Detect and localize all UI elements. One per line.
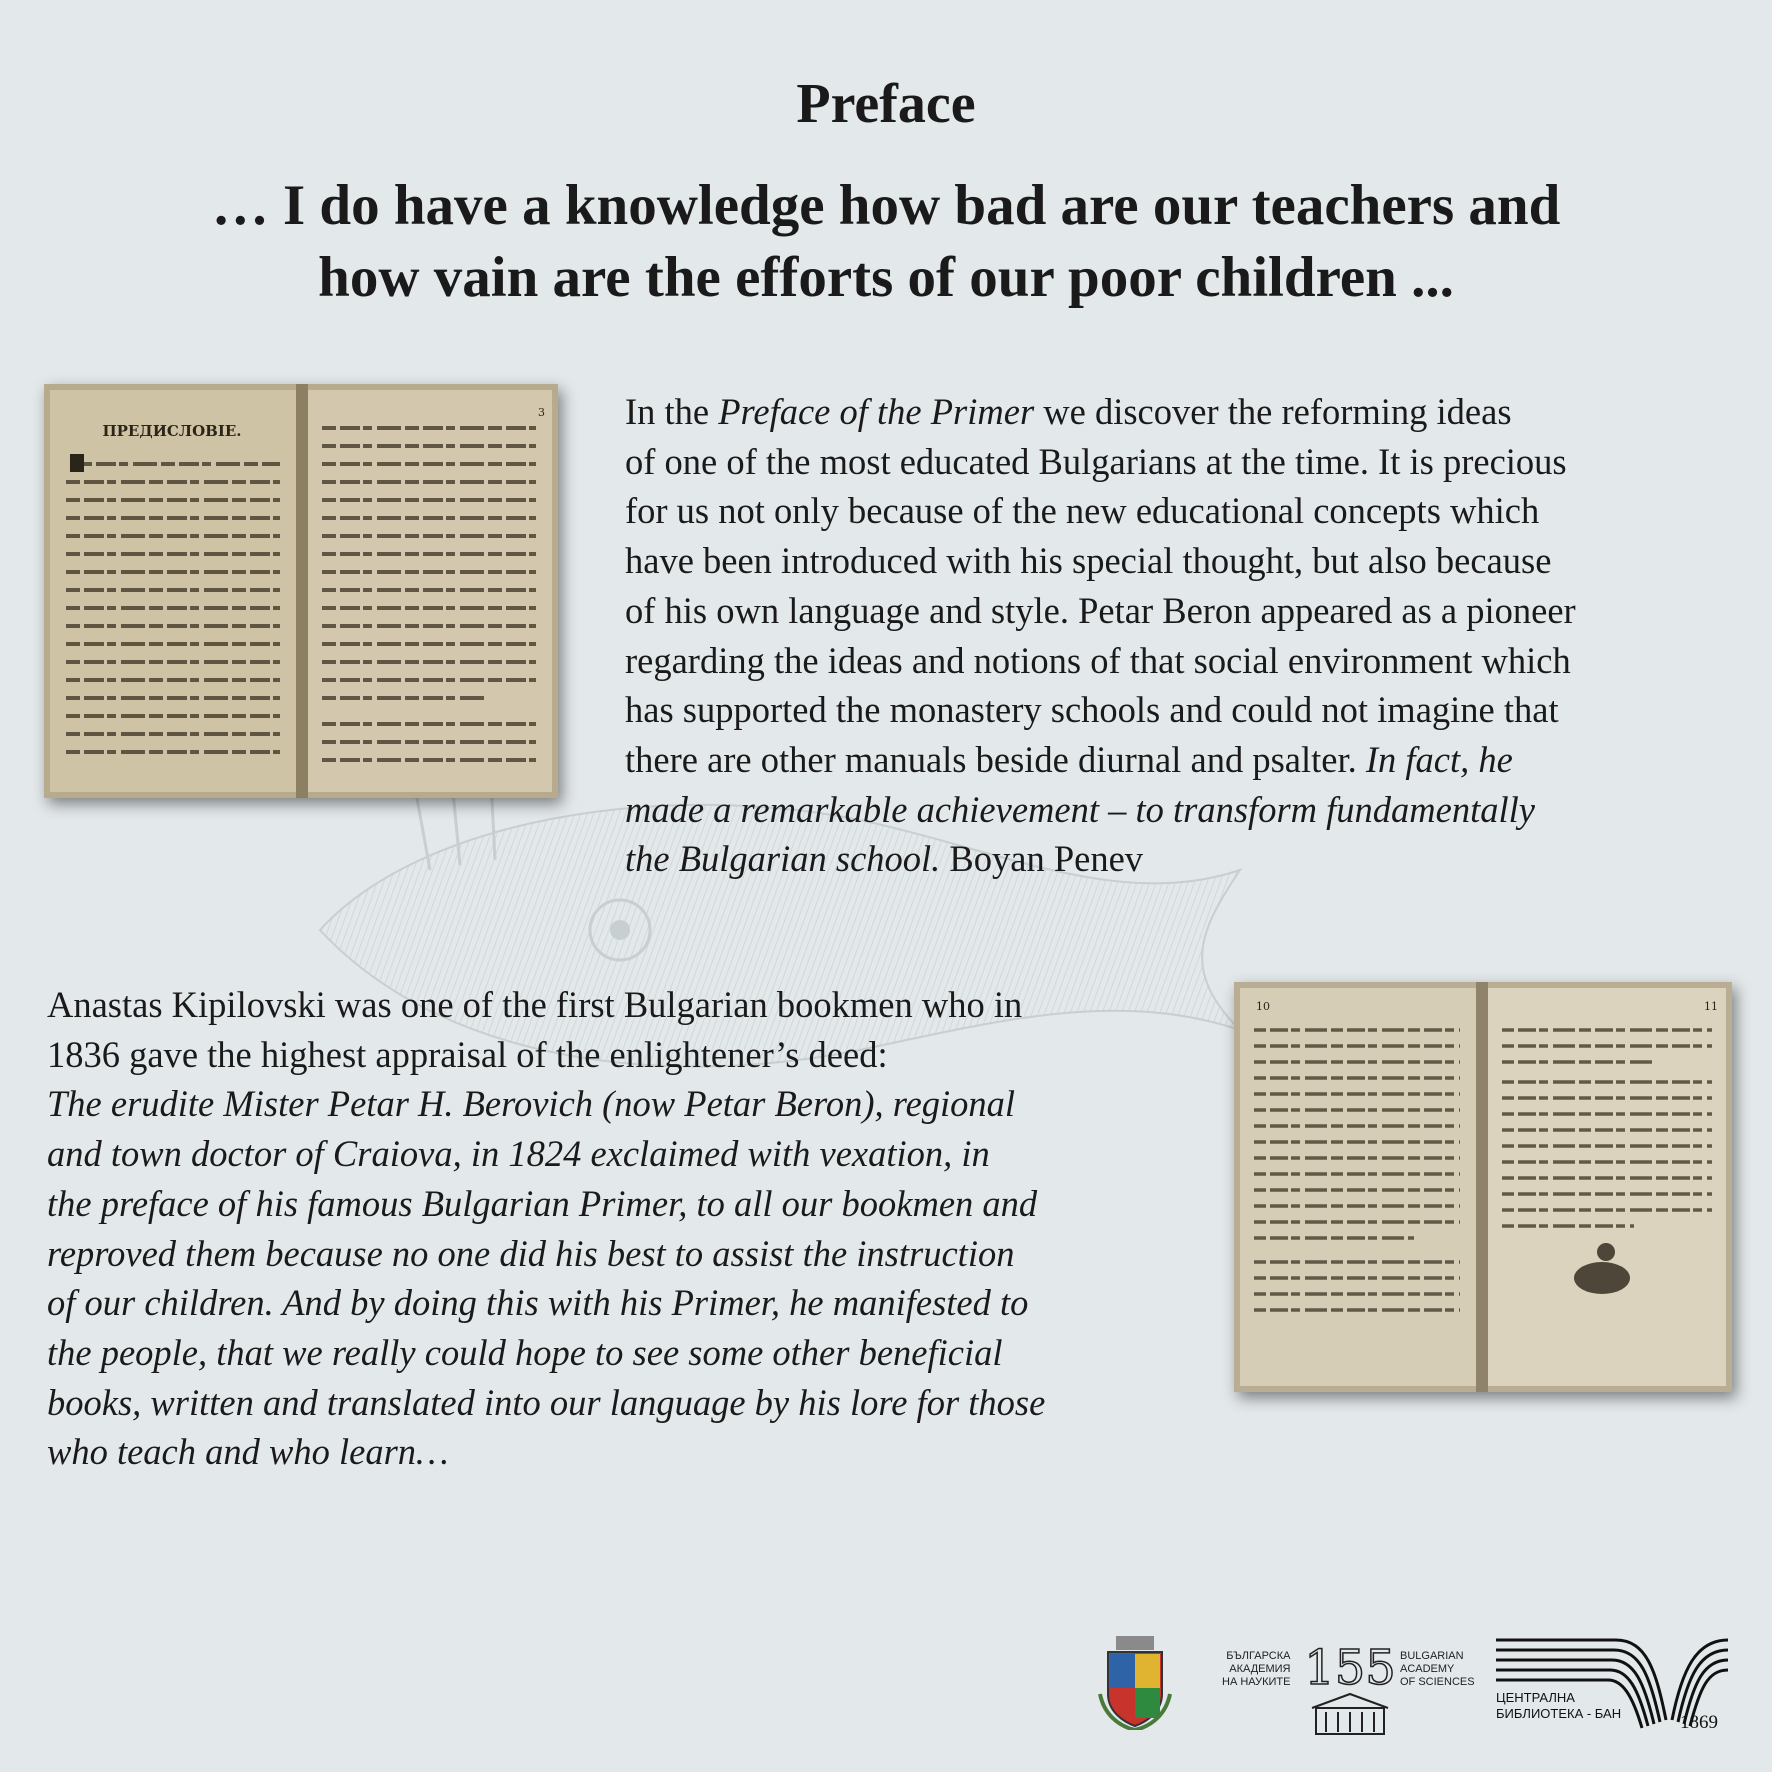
italic-quote-run: reproved them because no one did his best to assist the instruction [47,1232,1015,1274]
paragraph-line [47,1129,1045,1179]
logo-text-line: БЪЛГАРСКА [1226,1650,1291,1662]
paragraph-line [47,1427,1045,1477]
text-run: we discover the reforming ideas [1034,391,1512,432]
italic-quote-run: In fact, he [1365,738,1513,780]
paragraph-line [47,1229,1045,1279]
paragraph-line: has supported the monastery schools and could not imagine that [625,689,1559,731]
paragraph-line: for us not only because of the new educational concepts which [625,490,1540,532]
italic-quote-run: The erudite Mister Petar H. Berovich (now Petar Beron), regional [47,1083,1016,1125]
institution-logos [1098,1620,1738,1755]
text-run: In the [625,391,719,432]
paragraph-line [625,387,1576,437]
anniversary-number: 155 [1304,1640,1396,1696]
book2-left-page-number: 10 [1256,1000,1270,1013]
paragraph-line [47,1278,1045,1328]
italic-quote-run: who teach and who learn… [47,1431,449,1473]
italic-quote-run: made a remarkable achievement – to transform fundamentally [625,788,1535,830]
subtitle-line: how vain are the efforts of our poor children ... [318,246,1454,309]
paragraph-line [625,735,1576,785]
quote-author: Boyan Penev [940,838,1144,880]
primer-preface-pages-image [44,384,558,798]
paragraph-line [47,1079,1045,1129]
text-run: there are other manuals beside diurnal and psalter. [625,738,1366,780]
beron-preface-paragraph [625,387,1576,884]
bas-name-english [1400,1650,1475,1689]
paragraph-line [625,785,1576,835]
library-founding-year: 1869 [1680,1712,1718,1733]
italic-quote-run: of our children. And by doing this with his Primer, he manifested to [47,1282,1029,1324]
logo-text-line: OF SCIENCES [1400,1676,1475,1688]
paragraph-line: regarding the ideas and notions of that social environment which [625,639,1571,681]
logo-text-line: АКАДЕМИЯ [1229,1663,1291,1675]
paragraph-line: of one of the most educated Bulgarians at the time. It is precious [625,440,1567,482]
subtitle-line: … I do have a knowledge how bad are our teachers and [211,174,1561,237]
quote-subtitle [60,170,1712,314]
paragraph-line: of his own language and style. Petar Beron appeared as a pioneer [625,589,1576,631]
paragraph-line: 1836 gave the highest appraisal of the enlightener’s deed: [47,1033,888,1075]
logo-text-line: БИБЛИОТЕКА - БАН [1496,1706,1622,1721]
bas-155-anniversary-logo [1302,1634,1398,1746]
italic-title-run: Preface of the Primer [718,391,1035,432]
paragraph-line [47,1328,1045,1378]
paragraph-line [47,1378,1045,1428]
primer-pages-10-11-image [1234,982,1732,1392]
italic-quote-run: and town doctor of Craiova, in 1824 exclaimed with vexation, in [47,1133,990,1175]
paragraph-line: have been introduced with his special thought, but also because [625,540,1552,582]
italic-quote-run: books, written and translated into our language by his lore for those [47,1381,1046,1423]
paragraph-line [625,834,1576,884]
italic-quote-run: the preface of his famous Bulgarian Primer, to all our bookmen and [47,1182,1038,1224]
logo-text-line: ЦЕНТРАЛНА [1496,1690,1575,1705]
book2-right-page-number: 11 [1704,1000,1718,1013]
book1-page-number: 3 [538,406,545,419]
sofia-coat-of-arms-icon [1098,1634,1172,1730]
logo-text-line: НА НАУКИТЕ [1222,1676,1291,1688]
bas-name-bulgarian [1222,1650,1291,1689]
italic-quote-run: the Bulgarian school. [625,838,941,880]
kipilovski-paragraph [47,980,1045,1477]
page-title: Preface [796,73,976,135]
central-library-name [1496,1690,1621,1722]
logo-text-line: BULGARIAN [1400,1650,1464,1662]
italic-quote-run: the people, that we really could hope to see some other beneficial [47,1331,1003,1373]
logo-text-line: ACADEMY [1400,1663,1455,1675]
paragraph-line [47,1179,1045,1229]
book1-heading: ПРЕДИСЛОВІЕ. [102,422,242,440]
paragraph-line: Anastas Kipilovski was one of the first Bulgarian bookmen who in [47,984,1023,1025]
